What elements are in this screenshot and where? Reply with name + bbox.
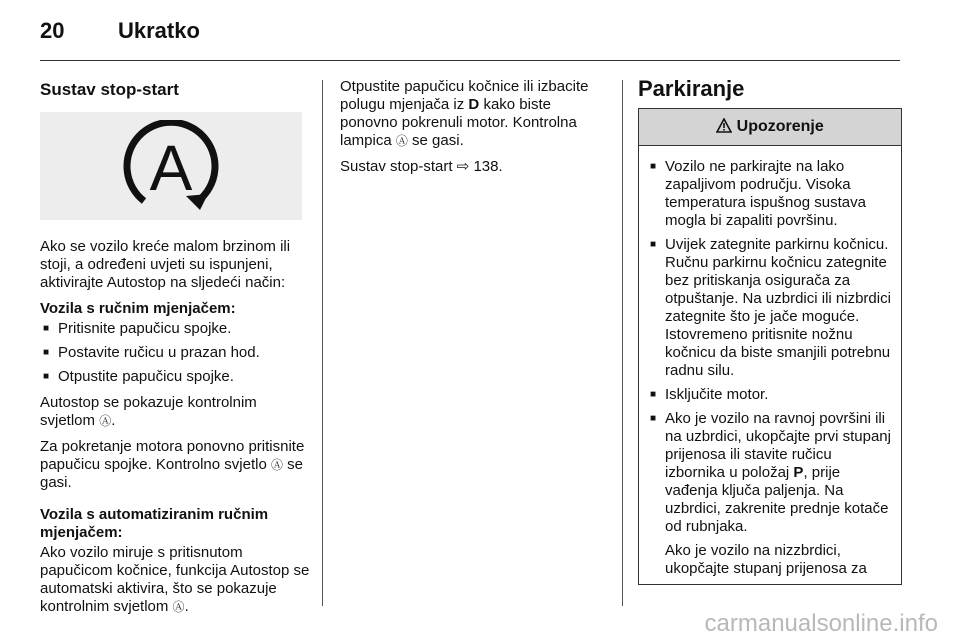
warning-continuation: Ako je vozilo na nizzbrdici, ukopčajte stupanj prijenosa za <box>665 542 867 577</box>
autostop-symbol-icon: Ⓐ <box>172 600 185 614</box>
indicator-letter: A <box>149 132 193 204</box>
text-span: kako biste ponovno pokrenuli motor. Kontrolna lampica <box>340 96 577 149</box>
reference-arrow-icon: ⇨ <box>456 158 470 175</box>
section-heading: Sustav stop-start <box>40 80 179 99</box>
text-span: . <box>184 598 189 615</box>
list-item: ■ Isključite motor. <box>647 386 893 404</box>
warning-body <box>639 146 901 584</box>
automated-heading: Vozila s automatiziranim ručnim mjenjačem: <box>40 506 269 541</box>
page-header <box>40 18 900 61</box>
warning-list <box>647 158 893 536</box>
manual-steps-list <box>40 320 312 386</box>
release-paragraph <box>340 78 610 150</box>
list-item: ■ Vozilo ne parkirajte na lako zapaljivom području. Visoka temperatura ispušnog sustava mogla bi zapaliti površinu. <box>647 158 893 230</box>
page-number: 20 <box>40 18 65 43</box>
watermark: carmanualsonline.info <box>704 610 938 637</box>
text-span: se gasi. <box>412 132 464 149</box>
warning-icon <box>716 118 732 133</box>
autostop-paragraph <box>40 394 312 430</box>
restart-paragraph <box>40 438 312 492</box>
warning-title: Upozorenje <box>736 118 824 135</box>
text-span: Autostop se pokazuje kontrolnim svjetlom <box>40 394 257 429</box>
column-left <box>40 66 312 615</box>
reference-text: Sustav stop-start <box>340 158 453 175</box>
reference-page: 138. <box>473 158 503 175</box>
warning-box <box>638 108 902 585</box>
gear-p-label: P <box>793 464 804 481</box>
section-heading: Parkiranje <box>638 76 745 101</box>
list-item: ■ Otpustite papučicu spojke. <box>40 368 312 386</box>
intro-paragraph: Ako se vozilo kreće malom brzinom ili stoji, a određeni uvjeti su ispunjeni, aktivirajte Autostop na sljedeći način: <box>40 238 291 291</box>
text-span: Ako vozilo miruje s pritisnutom papučicom kočnice, funkcija Autostop se automatski aktivira, što se pokazuje kontrolnim svjetlom <box>40 544 310 615</box>
autostop-symbol-icon: Ⓐ <box>270 458 283 472</box>
list-item: ■ Uvijek zategnite parkirnu kočnicu. Ručnu parkirnu kočnicu zategnite bez pritiskanja osigurača za otpuštanje. Na uzbrdici ili nizbrdici zategnite što je jače moguće. Istovremeno pritisnite nožnu kočnicu da biste smanjili potrebnu radnu silu. <box>647 236 893 380</box>
text-span: Otpustite papučicu kočnice ili izbacite polugu mjenjača iz <box>340 78 589 113</box>
text-span: , prije vađenja ključa paljenja. Na uzbrdici, zakrenite prednje kotače od rubnjaka. <box>665 464 889 535</box>
text-span: se gasi. <box>40 456 304 491</box>
chapter-title: Ukratko <box>118 18 200 43</box>
autostop-icon <box>116 120 226 212</box>
column-right <box>638 66 902 606</box>
gear-d-label: D <box>468 96 480 113</box>
text-span: . <box>111 412 116 429</box>
autostop-symbol-icon: Ⓐ <box>395 134 408 148</box>
cross-reference[interactable] <box>340 158 610 176</box>
list-item <box>647 410 893 536</box>
autostop-indicator-image <box>40 112 302 220</box>
text-span: Za pokretanje motora ponovno pritisnite papučicu spojke. Kontrolno svjetlo <box>40 438 305 473</box>
column-middle <box>340 66 610 606</box>
text-span: Ako je vozilo na ravnoj površini ili na uzbrdici, ukopčajte prvi stupanj prijenosa ili stavite ručicu izbornika u položaj <box>665 410 891 481</box>
column-divider <box>322 80 323 606</box>
automated-paragraph <box>40 544 312 616</box>
autostop-symbol-icon: Ⓐ <box>99 414 112 428</box>
list-item: ■ Postavite ručicu u prazan hod. <box>40 344 312 362</box>
manual-heading: Vozila s ručnim mjenjačem: <box>40 300 236 317</box>
column-divider <box>622 80 623 606</box>
list-item: ■ Pritisnite papučicu spojke. <box>40 320 312 338</box>
warning-header <box>639 109 901 146</box>
